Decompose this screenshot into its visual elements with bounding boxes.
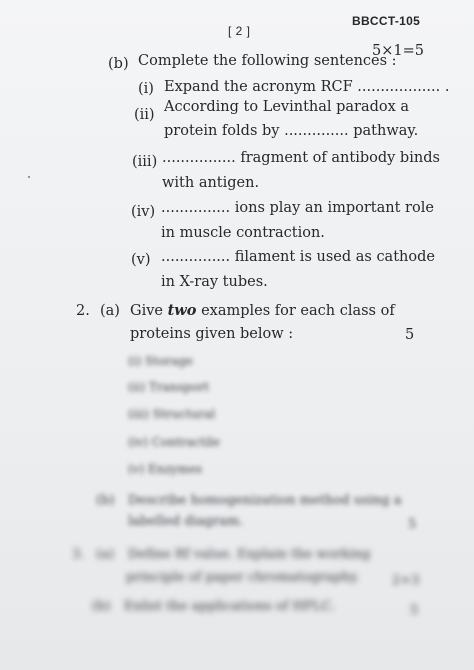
q3a-label: (a) [96,547,114,562]
q2b-label: (b) [96,493,115,508]
q3b-question: Enlist the applications of HPLC. [124,599,335,614]
q2-number: 2. [76,303,90,319]
q1b-item-text: ............... filament is used as cathode [161,249,435,265]
q2a-question: Give two examples for each class of [130,302,395,319]
q2b-question-line2: labelled diagram. [128,514,244,529]
q3-number: 3. [72,547,85,562]
q3b-marks: 5 [410,603,419,618]
q2a-question-line2: proteins given below : [130,326,294,342]
q3b-label: (b) [92,599,111,614]
q1b-item-text: in X-ray tubes. [161,274,268,290]
q2a-marks: 5 [405,327,415,343]
q1b-item-text: According to Levinthal paradox a [164,99,410,115]
q1b-item-text: ................ fragment of antibody binds [162,150,440,166]
paper-speck [28,176,30,178]
q1b-item-text: in muscle contraction. [161,225,325,241]
q1b-instruction: Complete the following sentences : [138,53,397,69]
q1b-item-num: (ii) [134,107,155,123]
q1b-item-num: (i) [138,81,154,97]
q1b-item-num: (iv) [131,204,156,220]
q1b-item-text: Expand the acronym RCF .................. . [164,79,450,95]
q2b-marks: 5 [408,517,417,532]
q2a-sub-item: (ii) Transport [128,380,210,394]
q1b-item-num: (iii) [132,154,158,170]
q3a-question: Define Rf value. Explain the working [128,547,371,562]
q3a-question-line2: principle of paper chromatography. [126,570,360,585]
q1b-item-text: protein folds by .............. pathway. [164,123,419,139]
q3a-marks: 2+3 [392,573,420,588]
q1b-item-text: ............... ions play an important role [161,200,434,216]
paper-code: BBCCT-105 [352,14,421,28]
page-number: [ 2 ] [228,24,251,38]
q2a-label: (a) [100,303,120,319]
q2a-sub-item: (iii) Structural [128,407,216,421]
q1b-item-num: (v) [131,252,151,268]
q1b-item-text: with antigen. [162,175,260,191]
q2a-sub-item: (v) Enzymes [128,462,203,476]
q2a-sub-item: (iv) Contractile [128,435,220,449]
q2b-question: Describe homogenization method using a [128,493,402,508]
q1b-label: (b) [108,56,129,72]
q2a-sub-item: (i) Storage [128,354,193,368]
q1b-marks: 5×1=5 [372,43,424,59]
